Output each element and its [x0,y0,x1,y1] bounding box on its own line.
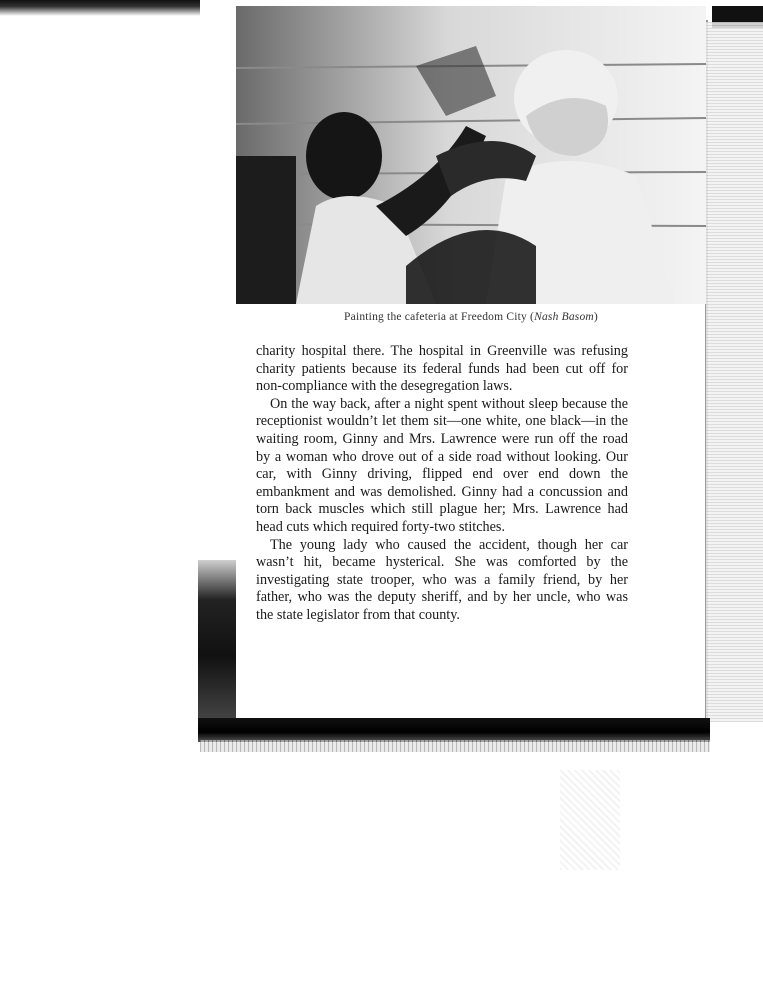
scan-artifact-noise [560,770,620,870]
scan-artifact-left-strip [198,560,236,720]
scan-artifact-corner-left [0,0,200,16]
photograph-illustration [236,6,706,304]
body-text [256,343,628,625]
scan-artifact-right-edge [706,22,763,722]
photograph [236,6,706,304]
paragraph: On the way back, after a night spent without sleep because the receptionist wouldn’t let them sit—one white, one black—in the waiting room, Ginny and Mrs. Lawrence were run off the road by a woman who drove out of a side road without looking. Our car, with Ginny driving, flipped end over end down the embankment and was demolished. Ginny had a concussion and torn back muscles which still plague her; Mrs. Lawrence had head cuts which required forty-two stitches. [256,395,628,535]
photo-caption: Painting the cafeteria at Freedom City (Nash Basom) [344,311,598,323]
caption-text: Painting the cafeteria at Freedom City [344,311,527,323]
paragraph: The young lady who caused the accident, though her car wasn’t hit, became hysterical. She was comforted by the investigating state trooper, who was a family friend, by her father, who was the deputy sheriff, and by her uncle, who was the state legislator from that county. [256,536,628,623]
scan-artifact-bottom-bar [198,718,710,742]
paragraph: charity hospital there. The hospital in Greenville was refusing charity patients because its federal funds had been cut off for non-compliance with the desegregation laws. [256,343,628,395]
scan-artifact-bottom-fade [200,740,710,752]
photo-credit: Nash Basom [534,311,594,323]
